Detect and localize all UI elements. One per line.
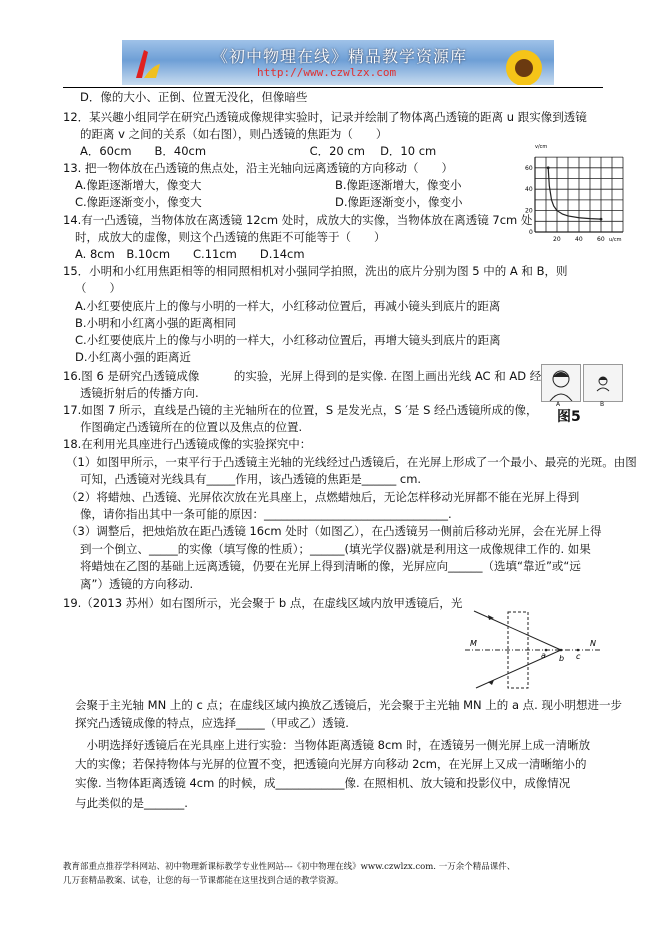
q13-option-a: A.像距逐渐增大，像变大 xyxy=(75,178,202,192)
logo-icon xyxy=(122,40,182,85)
q15-text: 15．小明和小红用焦距相等的相同照相机对小强同学拍照，洗出的底片分别为图 5 中的 A 和 B，则 xyxy=(63,264,568,278)
lens-diagram xyxy=(450,600,620,700)
chart-xlabel: u/cm xyxy=(609,237,622,243)
figure5-caption: 图5 xyxy=(557,409,581,425)
q19-text-3: 探究凸透镜成像的特点，应选择_____（甲或乙）透镜. xyxy=(75,716,349,730)
q15-option-c: C.小红要使底片上的像与小明的一样大，小红移动位置后，再增大镜头到底片的距离 xyxy=(75,333,501,347)
header-divider xyxy=(63,87,603,88)
chart-ylabel: v/cm xyxy=(535,144,548,150)
q13-text: 13. 把一物体放在凸透镜的焦点处，沿主光轴向远离透镜的方向移动（ ） xyxy=(63,161,453,175)
q16-text: 16.图 6 是研究凸透镜成像 的实验，光屏上得到的是实像. 在图上画出光线 AC 和 AD 经 xyxy=(63,369,542,383)
ray-top xyxy=(474,611,561,650)
q18-text: 18.在利用光具座进行凸透镜成像的实验探究中： xyxy=(63,437,312,451)
q11-option-d: D．像的大小、正倒、位置无没化，但像暗些 xyxy=(80,90,308,104)
q15-option-a: A.小红要使底片上的像与小明的一样大，小红移动位置后，再减小镜头到底片的距离 xyxy=(75,299,501,313)
q14-text: 14.有一凸透镜，当物体放在离透镜 12cm 处时，成放大的实像，当物体放在离透镜 7cm 处 xyxy=(63,213,533,227)
y-tick-label: 40 xyxy=(525,186,533,194)
q19-text-5: 大的实像；若保持物体与光屏的位置不变，把透镜向光屏方向移动 2cm，在光屏上又成一清晰缩小的 xyxy=(75,757,587,771)
photo-b xyxy=(583,364,623,402)
q18-part3: （3）调整后，把烛焰放在距凸透镜 16cm 处时（如图乙），在凸透镜另一侧前后移动光屏，会在光屏上得 xyxy=(66,524,602,538)
label-n: N xyxy=(590,639,596,648)
banner-title: 《初中物理在线》精品教学资源库 xyxy=(212,47,468,66)
q18-part3-4: 离”）透镜的方向移动. xyxy=(80,577,194,591)
banner-url: http://www.czwlzx.com xyxy=(257,66,397,79)
footer-line-1: 教育部重点推荐学科网站、初中物理新课标教学专业性网站---《初中物理在线》www.czwlzx.com. 一万余个精品课件、 xyxy=(63,862,516,872)
q19-text-6: 实像. 当物体距离透镜 4cm 的时候，成____________像. 在照相机、放大镜和投影仪中，成像情况 xyxy=(75,776,571,790)
q13-option-d: D.像距逐渐变小，像变小 xyxy=(335,195,463,209)
q19-text: 19.（2013 苏州）如右图所示，光会聚于 b 点，在虚线区域内放甲透镜后，光 xyxy=(63,596,463,610)
q14-options: A. 8cm B.10cm C.11cm D.14cm xyxy=(75,247,305,261)
q18-part3-3: 将蜡烛在乙图的基础上远离透镜，仍要在光屏上得到清晰的像，光屏应向______（选填“靠近”或“远 xyxy=(80,559,581,573)
q19-text-2: 会聚于主光轴 MN 上的 c 点；在虚线区域内换放乙透镜后，光会聚于主光轴 MN 上的 a 点. 现小明想进一步 xyxy=(75,698,622,712)
label-b: b xyxy=(559,654,565,663)
q18-part1: （1）如图甲所示，一束平行于凸透镜主光轴的光线经过凸透镜后，在光屏上形成了一个最小、最亮的光斑。由图 xyxy=(66,455,637,469)
data-point xyxy=(547,166,550,169)
q15-option-d: D.小红离小强的距离近 xyxy=(75,350,192,364)
y-tick-label: 60 xyxy=(525,164,533,172)
q14-text-2: 时，成放大的虚像，则这个凸透镜的焦距不可能等于（ ） xyxy=(75,230,386,244)
uv-chart xyxy=(515,140,625,250)
photo-b-label: B xyxy=(600,401,605,408)
q17-text-2: 作图确定凸透镜所在的位置以及焦点的位置. xyxy=(80,420,303,434)
q17-text: 17.如图 7 所示，直线是凸镜的主光轴所在的位置，S 是发光点，S ′是 S 经凸透镜所成的像， xyxy=(63,403,538,417)
q15-option-b: B.小明和小红离小强的距离相同 xyxy=(75,316,237,330)
x-tick-label: 40 xyxy=(575,236,583,243)
uv-curve xyxy=(548,168,601,219)
q19-text-4: 小明选择好透镜后在光具座上进行实验：当物体距离透镜 8cm 时，在透镜另一侧光屏上成一清晰放 xyxy=(75,738,591,752)
x-tick-label: 60 xyxy=(597,236,605,243)
q18-part1-2: 可知，凸透镜对光线具有_____作用，该凸透镜的焦距是______ cm. xyxy=(80,472,422,486)
data-point xyxy=(600,218,603,221)
q16-text-2: 透镜折射后的传播方向. xyxy=(80,386,199,400)
q12-text: 12．某兴趣小组同学在研究凸透镜成像规律实验时，记录并绘制了物体离凸透镜的距离 u 跟实像到透镜 xyxy=(63,110,587,124)
photo-a-label: A xyxy=(556,401,561,408)
q19-text-7: 与此类似的是_______. xyxy=(75,796,188,810)
label-c: c xyxy=(576,652,581,661)
label-a: a xyxy=(541,651,546,660)
footer-line-2: 几万套精品教案、试卷，让您的每一节课都能在这里找到合适的教学资源。 xyxy=(63,876,344,886)
q18-part2-2: 像，请你指出其中一条可能的原因：________________________________. xyxy=(80,507,452,521)
q12-options: A．60cm B．40cm C．20 cm D．10 cm xyxy=(80,144,437,158)
q15-text-2: （ ） xyxy=(75,281,121,295)
q13-option-c: C.像距逐渐变小，像变大 xyxy=(75,195,202,209)
sunflower-icon xyxy=(474,40,554,85)
x-tick-label: 20 xyxy=(553,236,561,243)
y-tick-label: 0 xyxy=(529,229,533,236)
q18-part2: （2）将蜡烛、凸透镜、光屏依次放在光具座上，点燃蜡烛后，无论怎样移动光屏都不能在光屏上得到 xyxy=(66,490,580,504)
q12-text-2: 的距离 v 之间的关系（如右图），则凸透镜的焦距为（ ） xyxy=(80,127,388,141)
photo-a xyxy=(541,364,581,402)
q18-part3-2: 到一个倒立、_____的实像（填写像的性质）；______(填光学仪器)就是利用这一成像规律工作的. 如果 xyxy=(80,542,591,556)
y-tick-label: 20 xyxy=(525,207,533,215)
q13-option-b: B.像距逐渐增大，像变小 xyxy=(335,178,462,192)
label-m: M xyxy=(470,639,477,648)
header-banner xyxy=(122,40,554,85)
